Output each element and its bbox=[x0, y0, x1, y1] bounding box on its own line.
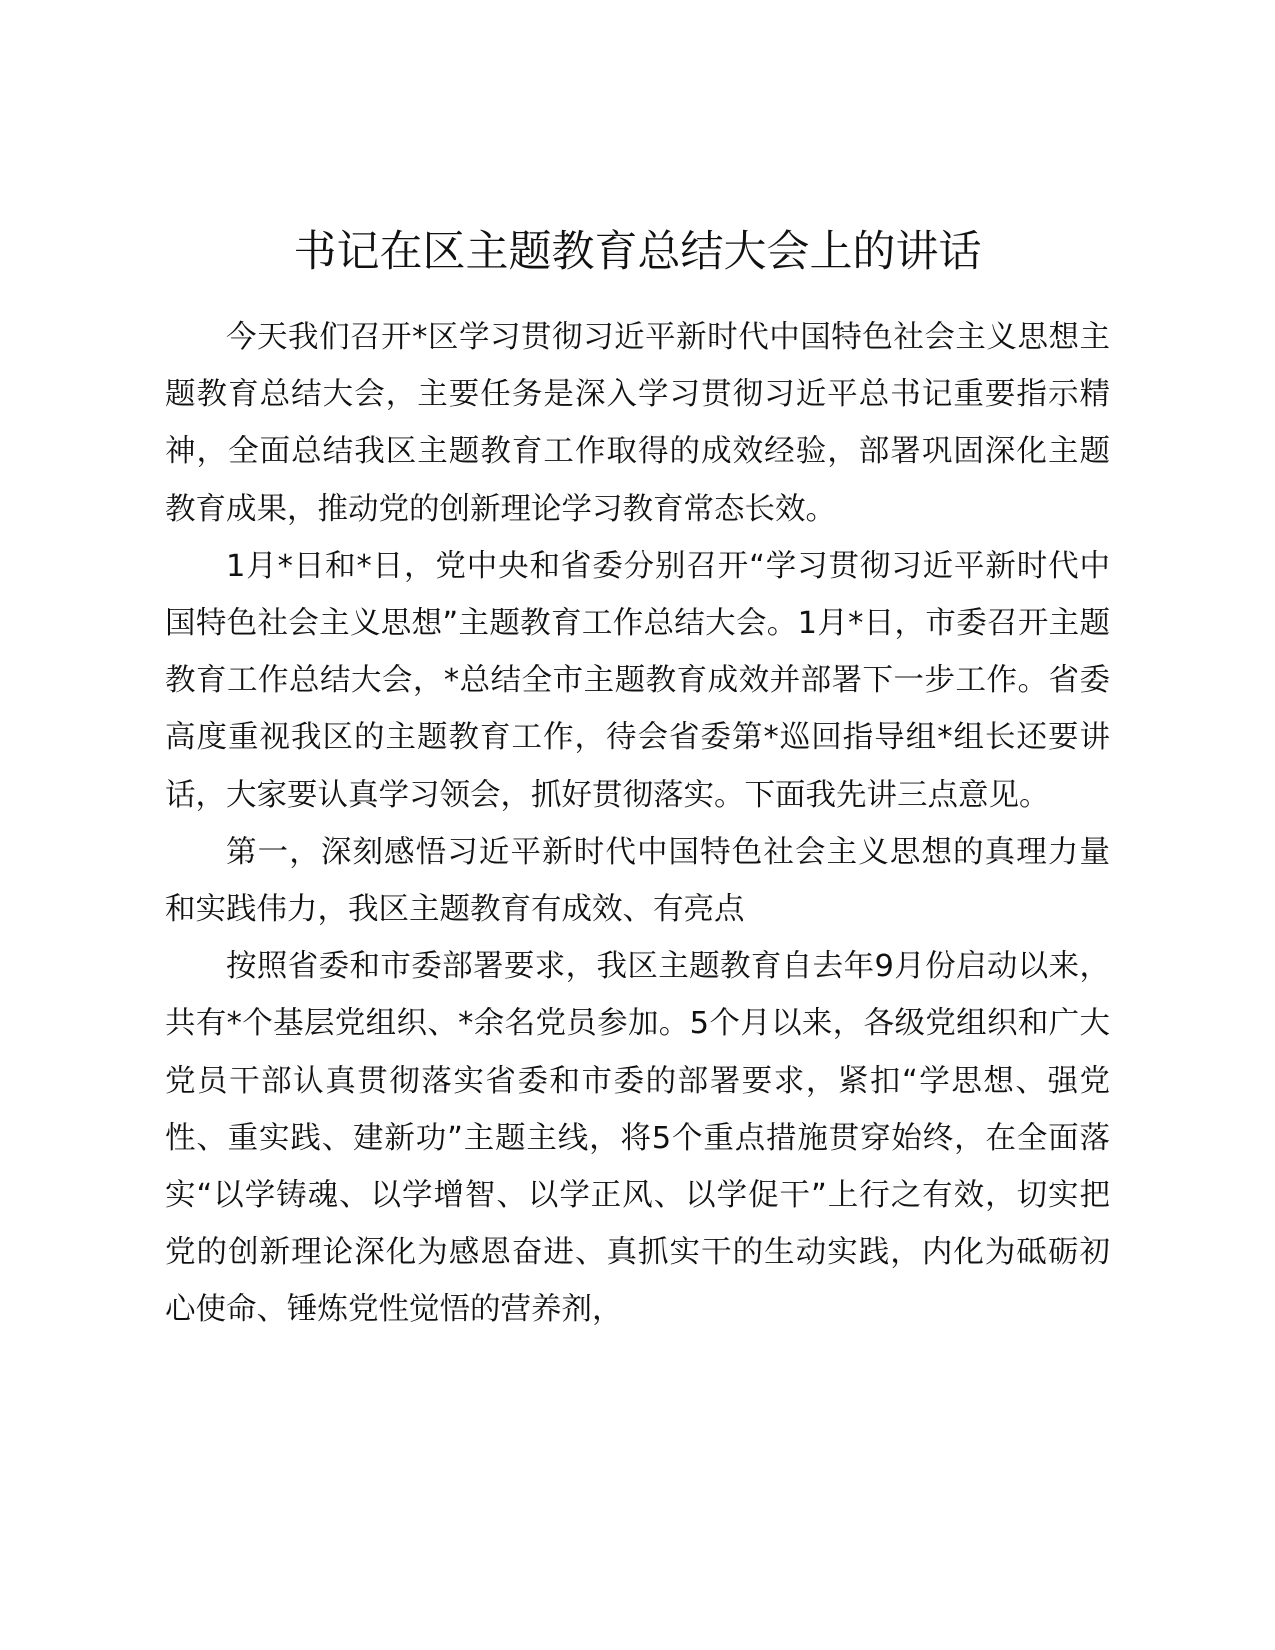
section-heading-first: 第一，深刻感悟习近平新时代中国特色社会主义思想的真理力量和实践伟力，我区主题教育有成效、有亮点 bbox=[165, 834, 1110, 928]
paragraph-results: 按照省委和市委部署要求，我区主题教育自去年9月份启动以来，共有*个基层党组织、*余名党员参加。5个月以来，各级党组织和广大党员干部认真贯彻落实省委和市委的部署要求，紧扣“学思想、强党性、重实践、建新功”主题主线，将5个重点措施贯穿始终，在全面落实“以学铸魂、以学增智、以学正风、以学促干”上行之有效，切实把党的创新理论深化为感恩奋进、真抓实干的生动实践，内化为砥砺初心使命、锤炼党性觉悟的营养剂， bbox=[165, 949, 1110, 1328]
document-title: 书记在区主题教育总结大会上的讲话 bbox=[293, 227, 982, 277]
document-body bbox=[165, 309, 1110, 1339]
paragraph-intro: 今天我们召开*区学习贯彻习近平新时代中国特色社会主义思想主题教育总结大会，主要任务是深入学习贯彻习近平总书记重要指示精神，全面总结我区主题教育工作取得的成效经验，部署巩固深化主题教育成果，推动党的创新理论学习教育常态长效。 bbox=[165, 320, 1110, 527]
paragraph-meetings: 1月*日和*日，党中央和省委分别召开“学习贯彻习近平新时代中国特色社会主义思想”主题教育工作总结大会。1月*日，市委召开主题教育工作总结大会，*总结全市主题教育成效并部署下一步工作。省委高度重视我区的主题教育工作，待会省委第*巡回指导组*组长还要讲话，大家要认真学习领会，抓好贯彻落实。下面我先讲三点意见。 bbox=[165, 548, 1110, 813]
